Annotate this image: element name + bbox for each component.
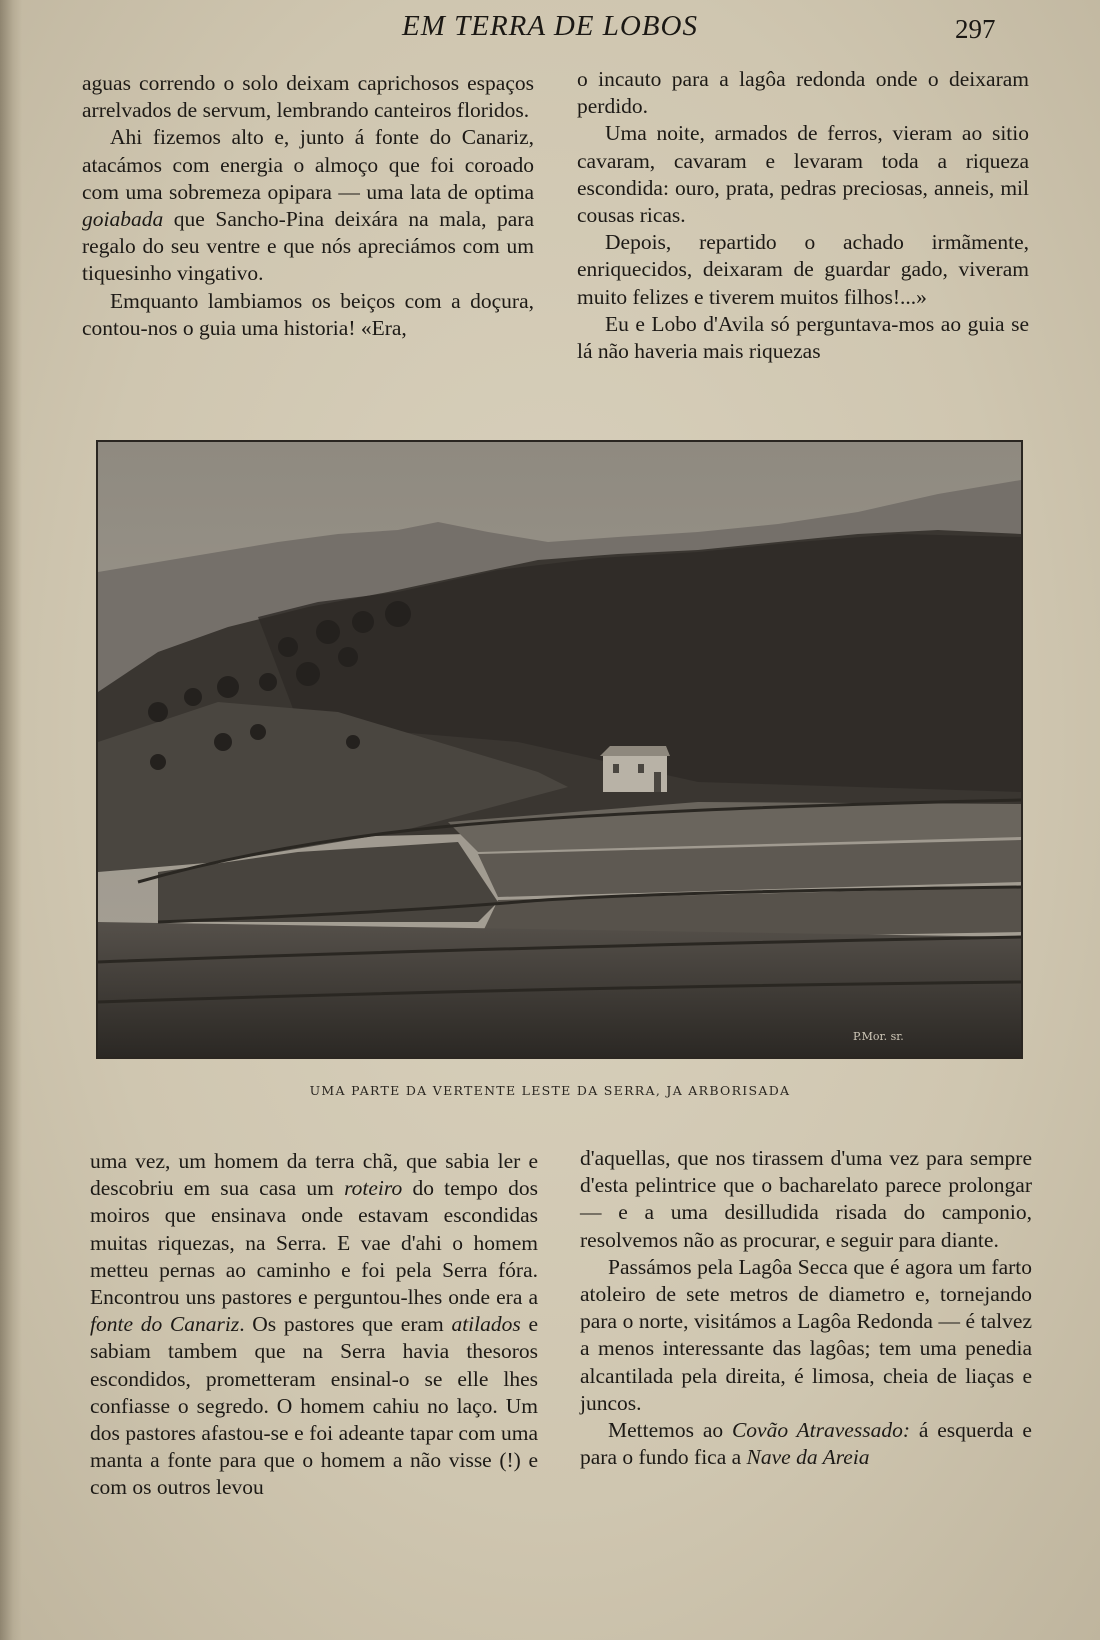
photo-illustration: [98, 442, 1021, 1057]
stone-house: [600, 746, 670, 792]
landscape-photograph: [96, 440, 1023, 1059]
paragraph: aguas correndo o solo deixam caprichosos espaços arrelvados de servum, lembrando canteiros floridos.: [82, 71, 534, 123]
paragraph: Mettemos ao Covão Atravessado: á esquerda e para o fundo fica a Nave da Areia: [580, 1418, 1032, 1470]
paragraph: o incauto para a lagôa redonda onde o deixaram perdido.: [577, 67, 1029, 119]
italic-word: atilados: [451, 1312, 521, 1337]
photo-caption: UMA PARTE DA VERTENTE LESTE DA SERRA, JA ARBORISADA: [309, 1083, 791, 1098]
paragraph: Depois, repartido o achado irmãmente, enriquecidos, deixaram de guardar gado, viveram muito felizes e tiverem muitos filhos!...»: [577, 230, 1029, 309]
paragraph: d'aquellas, que nos tirassem d'uma vez para sempre d'esta pelintrice que o bacharelato parece prolongar — e a uma desilludida risada do camponio, resolvemos não as procurar, e seguir para diante.: [580, 1146, 1032, 1252]
italic-word: roteiro: [344, 1176, 403, 1201]
text-column-top-right: [577, 66, 1029, 365]
paragraph: uma vez, um homem da terra chã, que sabia ler e descobriu em sua casa um roteiro do tempo dos moiros que ensinava onde estavam escondidas muitas riquezas, na Serra. E vae d'ahi o homem metteu pernas ao caminho e foi pela Serra fóra. Encontrou uns pastores e perguntou-lhes onde era a fonte do Canariz. Os pastores que eram atilados e sabiam tambem que na Serra havia thesoros escondidos, prometteram ensinal-o se elle lhes confiasse o segredo. O homem cahiu no laço. Um dos pastores afastou-se e foi adeante tapar com uma manta a fonte para que o homem a não visse (!) e com os outros levou: [90, 1149, 539, 1500]
text-column-bottom-left: [90, 1148, 538, 1502]
page-number: 297: [955, 14, 996, 44]
italic-word: Covão Atravessado:: [731, 1418, 910, 1443]
paragraph: Passámos pela Lagôa Secca que é agora um farto atoleiro de sete metros de diametro e, tornejando para o norte, visitámos a Lagôa Redonda — é talvez a menos interessante das lagôas; tem uma penedia alcantilada pela direita, é limosa, cheia de liaças e juncos.: [580, 1254, 1032, 1415]
italic-word: fonte do Canariz: [90, 1312, 240, 1337]
italic-word: Nave da Areia: [746, 1445, 870, 1470]
paragraph: Uma noite, armados de ferros, vieram ao sitio cavaram, cavaram e levaram toda a riqueza escondida: ouro, prata, pedras preciosas, anneis, mil cousas ricas.: [577, 121, 1029, 228]
italic-word: goiabada: [82, 207, 164, 232]
paragraph: Ahi fizemos alto e, junto á fonte do Canariz, atacámos com energia o almoço que foi coroado com uma sobremeza opipara — uma lata de optima goiabada que Sancho-Pina deixára na mala, para regalo do seu ventre e que nós apreciámos com um tiquesinho vingativo.: [82, 125, 534, 286]
paragraph: Emquanto lambiamos os beiços com a doçura, contou-nos o guia uma historia! «Era,: [82, 288, 534, 340]
page-binding-shadow: [0, 0, 22, 1640]
running-header-title: EM TERRA DE LOBOS: [402, 10, 698, 42]
paragraph: Eu e Lobo d'Avila só perguntava-mos ao guia se lá não haveria mais riquezas: [577, 311, 1029, 364]
photographer-signature: P.Mor. sr.: [853, 1030, 904, 1043]
text-column-top-left: [82, 70, 534, 342]
text-column-bottom-right: [580, 1145, 1032, 1471]
